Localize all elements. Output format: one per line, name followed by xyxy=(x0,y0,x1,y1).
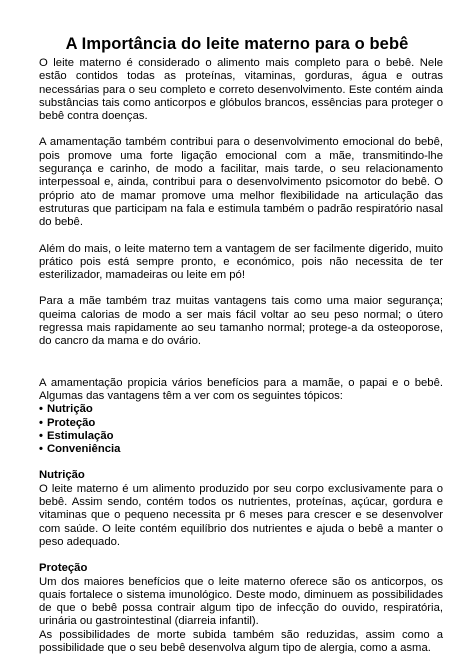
paragraph-advantages: Além do mais, o leite materno tem a vantagem de ser facilmente digerido, muito prático pois está sempre pronto, e económico, pois não necessita de ter esterilizador, mamadeiras ou leite em pó! xyxy=(39,242,443,282)
paragraph-emotional-development: A amamentação também contribui para o desenvolvimento emocional do bebê, pois promove uma forte ligação emocional com a mãe, transmitindo-lhe segurança e carinho, de modo a facilitar, mais tarde, o seu relacionamento interpessoal e, ainda, contribui para o desenvolvimento psicomotor do bebê. O próprio ato de mamar promove uma melhor flexibilidade na articulação das estruturas que participam na fala e estimula também o padrão respiratório nasal do bebê. xyxy=(39,136,443,229)
list-item: • Conveniência xyxy=(39,443,121,456)
document-body xyxy=(39,54,443,655)
topics-list xyxy=(39,403,443,456)
section-heading-nutricao: Nutrição xyxy=(39,469,85,482)
bullet-icon: • xyxy=(39,416,43,429)
bullet-icon: • xyxy=(39,403,43,416)
bullet-icon: • xyxy=(39,443,43,456)
section-heading-protecao: Proteção xyxy=(39,562,88,575)
paragraph-intro-milk: O leite materno é considerado o alimento mais completo para o bebê. Nele estão contidos todas as proteínas, vitaminas, gorduras, água e outras necessárias para o seu completo e correto desenvolvimento. Este contém ainda substâncias tais como anticorpos e glóbulos brancos, essências para proteger o bebê contra doenças. xyxy=(39,57,443,123)
list-item: • Estimulação xyxy=(39,429,114,442)
paragraph-mother-benefits: Para a mãe também traz muitas vantagens tais como uma maior segurança; queima calorias de modo a ser mais fácil voltar ao seu peso normal; o útero regressa mais rapidamente ao seu tamanho normal; protege-a da osteoporose, do cancro da mama e do ovário. xyxy=(39,295,443,348)
bullet-icon: • xyxy=(39,429,43,442)
paragraph-topics-intro: A amamentação propicia vários benefícios para a mamãe, o papai e o bebê. Algumas das vantagens têm a ver com os seguintes tópicos: xyxy=(39,376,443,402)
section-body-nutricao: O leite materno é um alimento produzido por seu corpo exclusivamente para o bebê. Assim sendo, contém todos os nutrientes, proteínas, açúcar, gordura e vitaminas que o pequeno necessita pr 6 meses para crescer e se desenvolver com saúde. O leite contém equilíbrio dos nutrientes e ajuda o bebê a manter o peso adequado. xyxy=(39,482,443,548)
list-item: • Proteção xyxy=(39,416,96,429)
section-body-protecao-2: As possibilidades de morte subida também são reduzidas, assim como a possibilidade que o seu bebê desenvolva algum tipo de alergia, como a asma. xyxy=(39,628,443,654)
list-item: • Nutrição xyxy=(39,403,93,416)
document-title: A Importância do leite materno para o bebê xyxy=(65,35,409,53)
section-body-protecao: Um dos maiores benefícios que o leite materno oferece são os anticorpos, os quais fortalece o sistema imunológico. Deste modo, diminuem as possibilidades de que o bebê possa contrair algum tipo de infecção do ouvido, respiratória, urinária ou gastrointestinal (diarreia infantil). xyxy=(39,575,443,628)
